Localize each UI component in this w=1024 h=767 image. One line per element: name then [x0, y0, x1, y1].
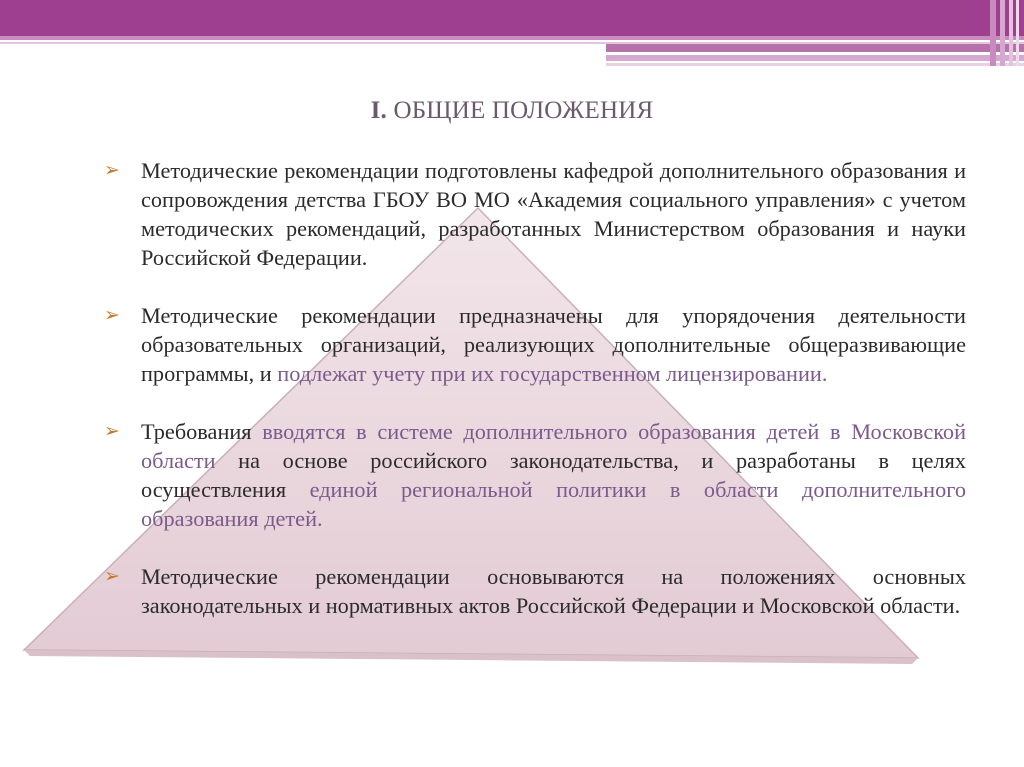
- bullet-list: [104, 156, 966, 649]
- bullet-text: Методические рекомендации основываются на положениях основных законодательных и нормативных актов Российской Федерации и Московской области.: [141, 564, 966, 618]
- bullet-text: Методические рекомендации подготовлены кафедрой дополнительного образования и сопровождения детства ГБОУ ВО МО «Академия социального управления» с учетом методических рекомендаций, разработанных Министерством образования и науки Российской Федерации.: [141, 158, 966, 270]
- slide-title: [0, 97, 1024, 125]
- bullet-text: Требования: [141, 419, 263, 444]
- bullet-text: Методические рекомендации предназначены для упорядочения деятельности образовательных организаций, реализующих дополнительные общеразвивающие программы, и: [141, 303, 966, 386]
- bullet-item: [104, 417, 966, 533]
- highlighted-text: единой региональной политики в области дополнительного образования детей.: [141, 477, 966, 531]
- arrowhead-bullet-icon: ➢: [104, 159, 120, 181]
- arrowhead-bullet-icon: ➢: [104, 420, 120, 442]
- bullet-item: [104, 156, 966, 272]
- highlighted-text: подлежат учету при их государственном лицензировании.: [277, 361, 828, 386]
- bullet-item: [104, 562, 966, 620]
- arrowhead-bullet-icon: ➢: [104, 304, 120, 326]
- arrowhead-bullet-icon: ➢: [104, 565, 120, 587]
- section-number: I.: [370, 97, 388, 124]
- section-heading: ОБЩИЕ ПОЛОЖЕНИЯ: [387, 97, 654, 124]
- bullet-item: [104, 301, 966, 388]
- bullet-text: на основе российского законодательства, и разработаны в целях осуществления: [141, 448, 966, 502]
- highlighted-text: вводятся в системе дополнительного образования детей в Московской области: [141, 419, 966, 473]
